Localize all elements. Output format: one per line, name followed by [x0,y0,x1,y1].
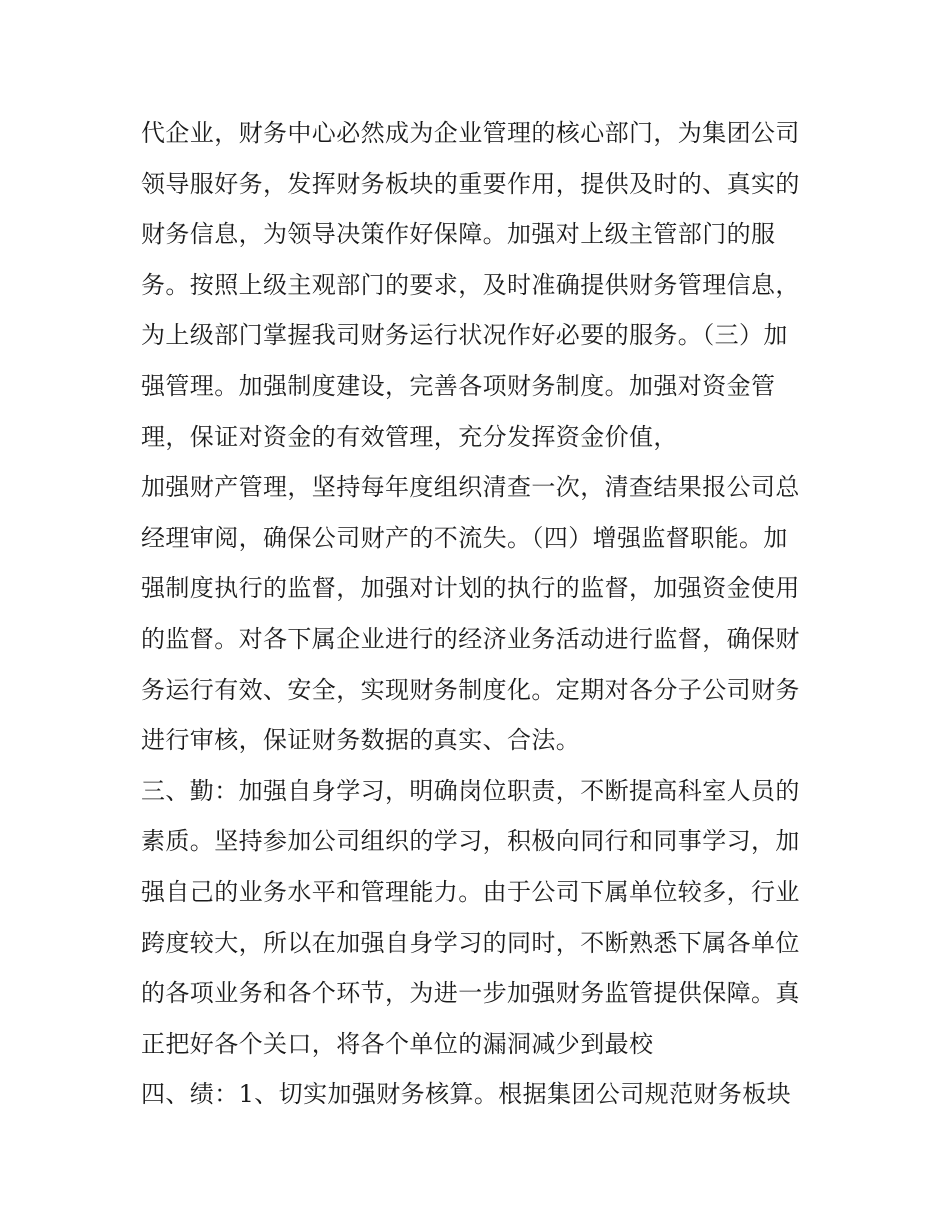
text-line: 强制度执行的监督，加强对计划的执行的监督，加强资金使用 [141,574,800,603]
text-line: 务运行有效、安全，实现财务制度化。定期对各分子公司财务 [141,675,800,704]
text-line: 四、绩：1、切实加强财务核算。根据集团公司规范财务板块 [141,1080,792,1109]
text-line: 的监督。对各下属企业进行的经济业务活动进行监督，确保财 [141,624,800,653]
text-line: 经理审阅，确保公司财产的不流失。（四）增强监督职能。加 [141,523,788,552]
text-line: 素质。坚持参加公司组织的学习，积极向同行和同事学习，加 [141,827,800,856]
text-line: 进行审核，保证财务数据的真实、合法。 [141,726,581,755]
text-line: 理，保证对资金的有效管理，充分发挥资金价值， [141,422,678,451]
text-line: 务。按照上级主观部门的要求，及时准确提供财务管理信息， [141,270,800,299]
text-line: 为上级部门掌握我司财务运行状况作好必要的服务。（三）加 [141,321,788,350]
text-line: 三、勤：加强自身学习，明确岗位职责，不断提高科室人员的 [141,776,800,805]
text-line: 加强财产管理，坚持每年度组织清查一次，清查结果报公司总 [141,473,800,502]
text-line: 强管理。加强制度建设，完善各项财务制度。加强对资金管 [141,371,776,400]
text-line: 跨度较大，所以在加强自身学习的同时，不断熟悉下属各单位 [141,928,800,957]
text-line: 强自己的业务水平和管理能力。由于公司下属单位较多，行业 [141,877,800,906]
text-line: 的各项业务和各个环节，为进一步加强财务监管提供保障。真 [141,979,800,1008]
text-line: 代企业，财务中心必然成为企业管理的核心部门，为集团公司 [141,119,800,147]
text-line: 领导服好务，发挥财务板块的重要作用，提供及时的、真实的 [141,169,800,198]
text-line: 正把好各个关口，将各个单位的漏洞减少到最校 [141,1029,654,1058]
document-body [141,108,821,1120]
text-line: 财务信息，为领导决策作好保障。加强对上级主管部门的服 [141,220,776,249]
